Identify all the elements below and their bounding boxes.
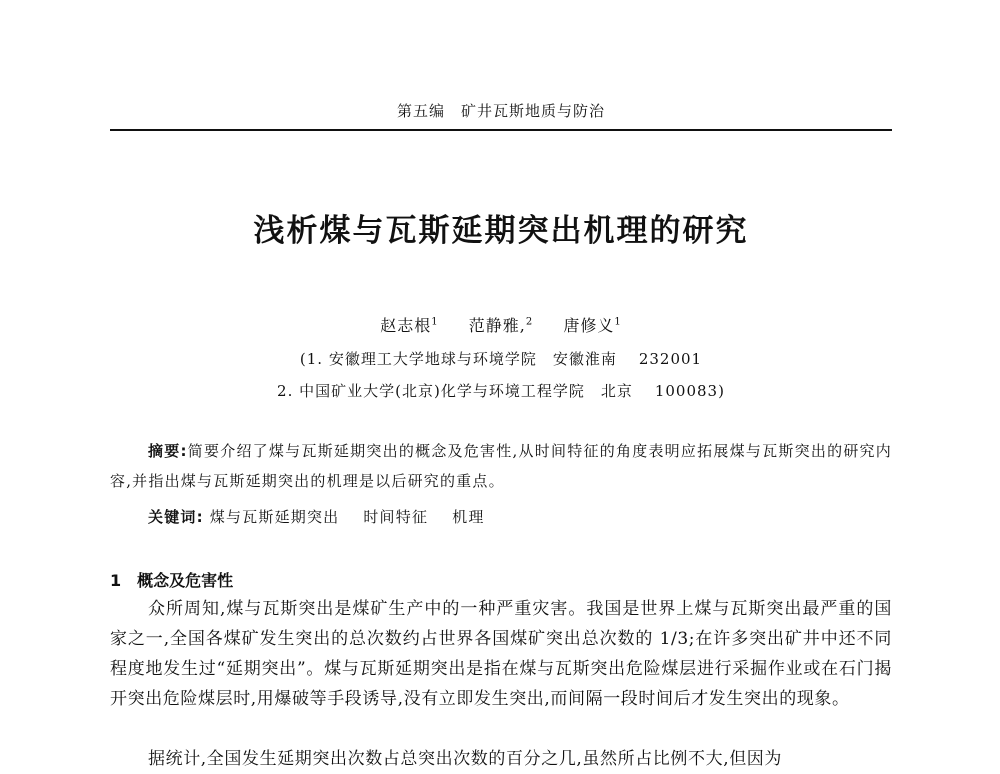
- abstract: [110, 436, 892, 496]
- paper-title: 浅析煤与瓦斯延期突出机理的研究: [253, 213, 749, 249]
- author-2-name: 范静雅,: [468, 316, 526, 335]
- affiliation-2: [110, 380, 892, 401]
- author-3: [563, 316, 621, 335]
- section-1-paragraph-2: 据统计,全国发生延期突出次数占总突出次数的百分之几,虽然所占比例不大,但因为: [148, 749, 783, 769]
- affiliation-1-text: (1. 安徽理工大学地球与环境学院 安徽淮南: [299, 350, 617, 368]
- affiliation-2-postcode: 100083): [654, 382, 725, 400]
- author-1-name: 赵志根: [380, 316, 432, 335]
- header-rule: [110, 129, 892, 131]
- affiliation-2-text: 2. 中国矿业大学(北京)化学与环境工程学院 北京: [277, 382, 633, 400]
- affiliation-1-postcode: 232001: [638, 350, 703, 368]
- author-2-affil-mark: 2: [525, 316, 534, 328]
- section-1-paragraph-1: 众所周知,煤与瓦斯突出是煤矿生产中的一种严重灾害。我国是世界上煤与瓦斯突出最严重的国家之一,全国各煤矿发生突出的总次数约占世界各国煤矿突出总次数的 1/3;在许多突出矿井中还不同程度地发生过“延期突出”。煤与瓦斯延期突出是指在煤与瓦斯突出危险煤层进行采掘作业或在石门揭开突出危险煤层时,用爆破等手段诱导,没有立即发生突出,而间隔一段时间后才发生突出的现象。: [110, 599, 892, 709]
- abstract-text: 简要介绍了煤与瓦斯延期突出的概念及危害性,从时间特征的角度表明应拓展煤与瓦斯突出的研究内容,并指出煤与瓦斯延期突出的机理是以后研究的重点。: [110, 442, 892, 490]
- section-1-heading: [110, 568, 233, 591]
- affiliation-1: [110, 348, 892, 369]
- abstract-label: 摘要:: [148, 442, 188, 460]
- keywords: [148, 506, 892, 527]
- author-1-affil-mark: 1: [431, 316, 439, 328]
- author-3-name: 唐修义: [563, 316, 615, 335]
- section-1-title: 概念及危害性: [137, 571, 234, 590]
- author-list: [110, 313, 892, 336]
- author-3-affil-mark: 1: [614, 316, 622, 328]
- keyword-3: 机理: [452, 508, 485, 526]
- keyword-1: 煤与瓦斯延期突出: [209, 508, 340, 526]
- keyword-2: 时间特征: [363, 508, 429, 526]
- author-1: [380, 316, 438, 335]
- keywords-label: 关键词:: [148, 508, 204, 526]
- running-header: 第五编 矿井瓦斯地质与防治: [396, 102, 605, 120]
- section-1-number: 1: [110, 571, 122, 590]
- author-2: [469, 316, 533, 335]
